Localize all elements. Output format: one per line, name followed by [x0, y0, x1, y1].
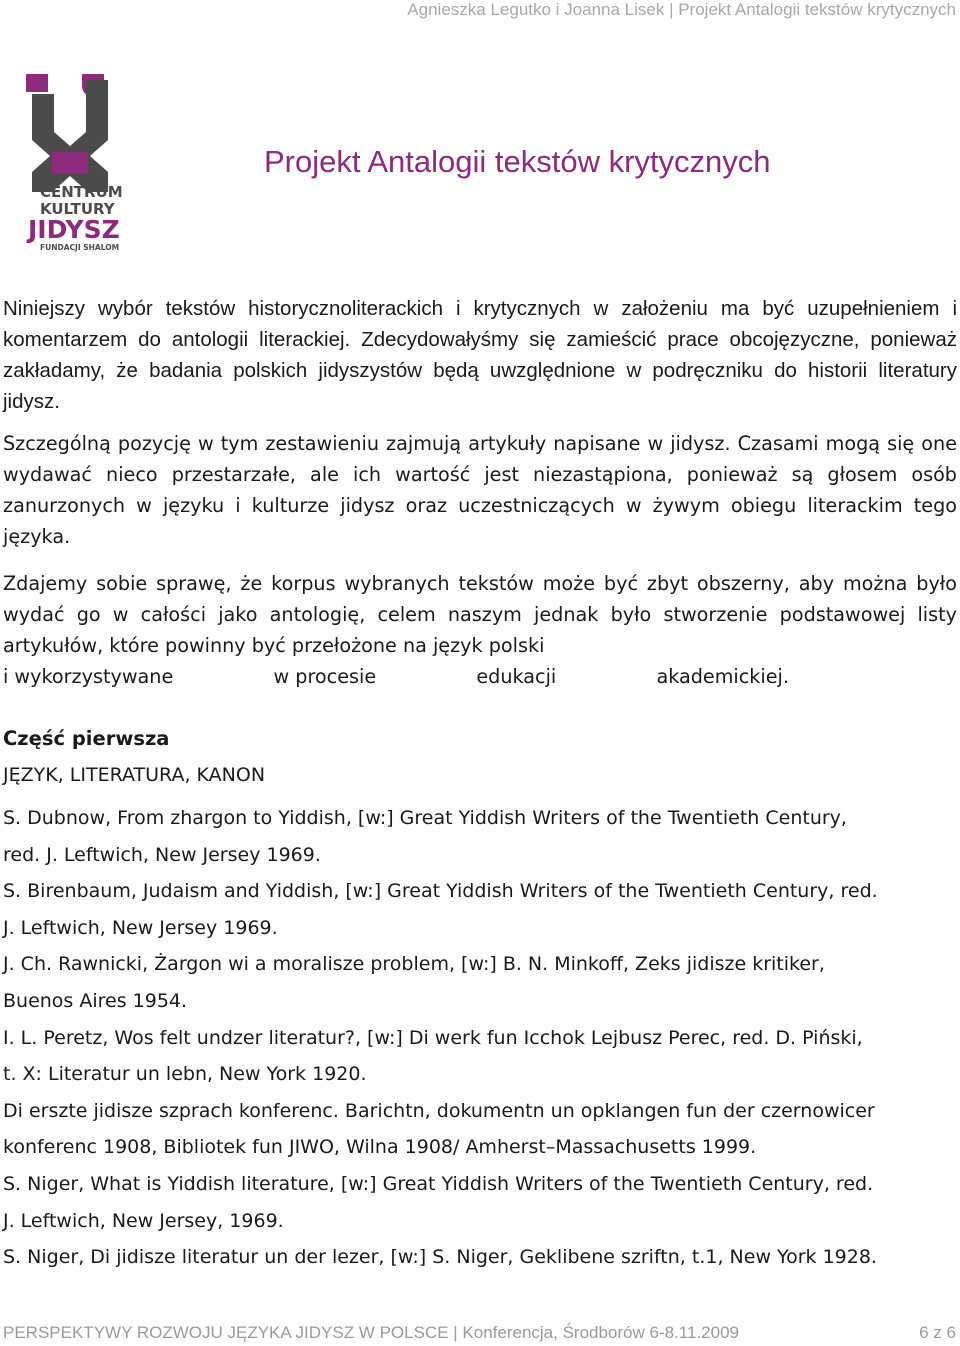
intro-paragraph-1: Niniejszy wybór tekstów historycznoliterackich i krytycznych w założeniu ma być uzupełnieniem i komentarzem do antologii literackiej. Zdecydowałyśmy się zamieścić prace obcojęzyczne, ponieważ zakładamy, że badania polskich jidyszystów będą uwzględnione w podręczniku do historii literatury jidysz.	[3, 297, 957, 413]
bibliography-entry	[3, 873, 957, 946]
entry-line: J. Leftwich, New Jersey, 1969.	[3, 1209, 284, 1232]
entry-line: S. Birenbaum, Judaism and Yiddish, [w:] Great Yiddish Writers of the Twentieth Century, red.	[3, 880, 878, 903]
last-line-word: w procesie	[273, 665, 377, 688]
logo-text-jidysz: JIDYSZ	[28, 215, 120, 244]
intro-paragraph-3-last-line	[3, 661, 957, 692]
entry-line: I. L. Peretz, Wos felt undzer literatur?, [w:] Di werk fun Icchok Lejbusz Perec, red. D. Piński,	[3, 1026, 863, 1049]
logo-mark	[32, 80, 108, 192]
intro-paragraph-3	[3, 568, 957, 692]
logo-text-centrum: CENTRUM	[40, 183, 123, 201]
logo-text-fundacji: FUNDACJI SHALOM	[40, 243, 120, 252]
logo-accent-block	[26, 74, 48, 92]
entry-line: t. X: Literatur un lebn, New York 1920.	[3, 1063, 367, 1086]
intro-paragraph-2: Szczególną pozycję w tym zestawieniu zajmują artykuły napisane w jidysz. Czasami mogą się one wydawać nieco przestarzałe, ale ich wartość jest niezastąpiona, ponieważ są głosem osób zanurzonych w języku i kulturze jidysz oraz uczestniczących w żywym obiegu literackim tego języka.	[3, 432, 957, 548]
logo-text-kultury: KULTURY	[40, 200, 115, 218]
page-title: Projekt Antalogii tekstów krytycznych	[264, 144, 771, 179]
entry-line: Buenos Aires 1954.	[3, 989, 188, 1012]
entry-line: red. J. Leftwich, New Jersey 1969.	[3, 843, 321, 866]
centrum-kultury-jidysz-logo	[26, 70, 130, 255]
bibliography-entry	[3, 946, 957, 1019]
logo-purple-square	[52, 152, 88, 174]
footer-conference-text: PERSPEKTYWY ROZWOJU JĘZYKA JIDYSZ W POLSCE | Konferencja, Środborów 6-8.11.2009	[3, 1323, 739, 1342]
last-line-word: edukacji	[476, 665, 557, 688]
section-heading: Część pierwsza	[3, 727, 170, 750]
last-line-word: i wykorzystywane	[3, 665, 174, 688]
page-number: 6 z 6	[919, 1323, 956, 1342]
last-line-word: akademickiej.	[656, 665, 789, 688]
intro-paragraph-3-body: Zdajemy sobie sprawę, że korpus wybranych tekstów może być zbyt obszerny, aby można było wydać go w całości jako antologię, celem naszym jednak było stworzenie podstawowej listy artykułów, które powinny być przełożone na język polski	[3, 572, 957, 657]
entry-line: J. Ch. Rawnicki, Żargon wi a moralisze problem, [w:] B. N. Minkoff, Zeks jidisze kritiker,	[3, 953, 825, 976]
entry-line: S. Dubnow, From zhargon to Yiddish, [w:] Great Yiddish Writers of the Twentieth Century,	[3, 807, 847, 829]
entry-line: konferenc 1908, Bibliotek fun JIWO, Wilna 1908/ Amherst–Massachusetts 1999.	[3, 1136, 757, 1159]
bibliography-entry	[3, 1020, 957, 1093]
bibliography-entry	[3, 1166, 957, 1239]
entry-line: S. Niger, Di jidisze literatur un der lezer, [w:] S. Niger, Geklibene szriftn, t.1, New York 1928.	[3, 1246, 877, 1269]
bibliography-entry	[3, 1239, 957, 1276]
section-subheading: JĘZYK, LITERATURA, KANON	[3, 764, 266, 786]
bibliography-list	[3, 800, 957, 1276]
entry-line: Di erszte jidisze szprach konferenc. Barichtn, dokumentn un opklangen fun der czernowicer	[3, 1099, 875, 1122]
intro-text	[3, 293, 957, 703]
entry-line: J. Leftwich, New Jersey 1969.	[3, 916, 278, 939]
bibliography-entry	[3, 800, 957, 873]
bibliography-entry	[3, 1093, 957, 1166]
page-footer	[3, 1323, 956, 1343]
running-header: Agnieszka Legutko i Joanna Lisek | Projekt Antalogii tekstów krytycznych	[407, 0, 956, 19]
entry-line: S. Niger, What is Yiddish literature, [w:] Great Yiddish Writers of the Twentieth Century, red.	[3, 1172, 874, 1195]
